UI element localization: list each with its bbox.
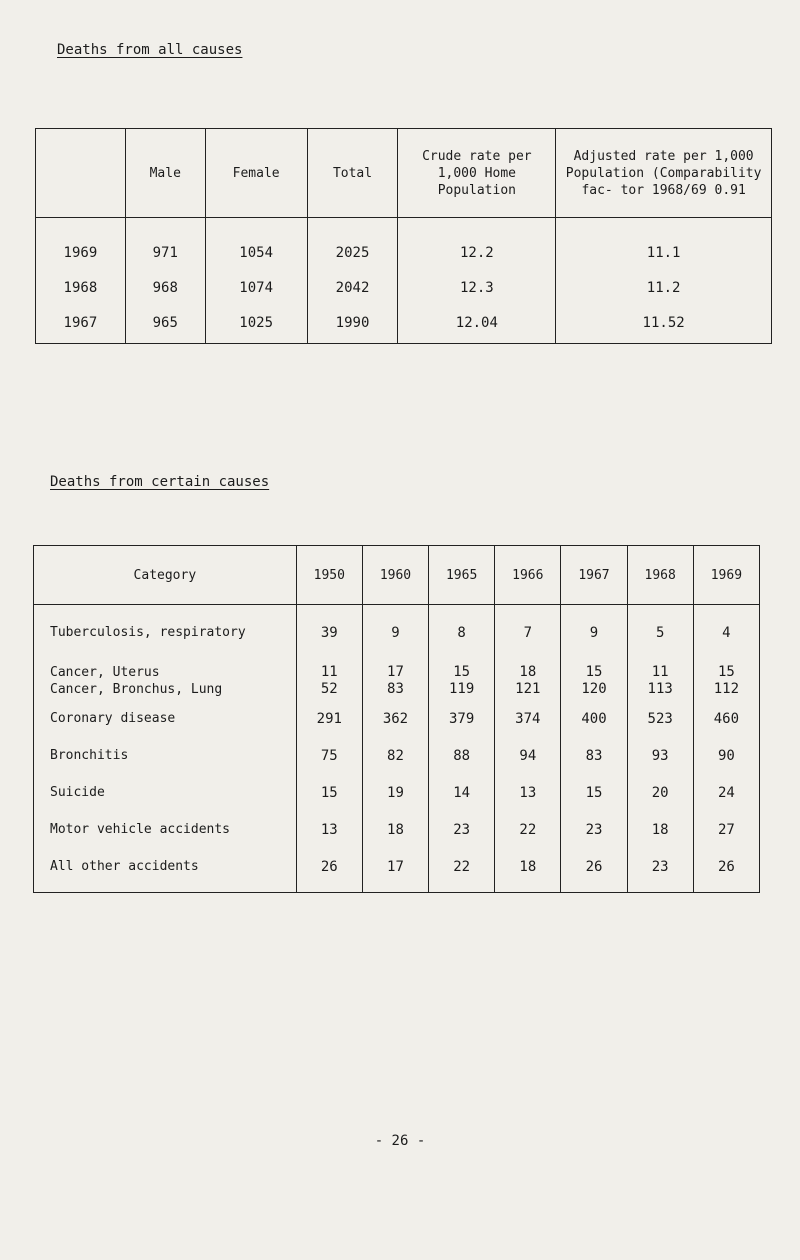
table-cell: 1969 <box>36 218 126 271</box>
table-row <box>36 218 772 271</box>
table-cell: 18 <box>495 651 561 681</box>
table-cell: 12.2 <box>398 218 556 271</box>
table-cell: 23 <box>561 811 627 848</box>
table-cell: 2025 <box>307 218 398 271</box>
header-cell: 1950 <box>296 546 362 605</box>
table-cell: 1054 <box>205 218 307 271</box>
table-header-row <box>34 546 760 605</box>
table-row <box>36 305 772 344</box>
table-cell: 11.52 <box>556 305 772 344</box>
table-cell: 22 <box>429 848 495 893</box>
category-cell: Tuberculosis, respiratory <box>34 605 297 652</box>
table-cell: 13 <box>296 811 362 848</box>
table-cell: 75 <box>296 737 362 774</box>
table-cell: 121 <box>495 681 561 700</box>
table-cell: 15 <box>296 774 362 811</box>
table-cell: 112 <box>693 681 759 700</box>
table-row <box>34 700 760 737</box>
table-cell: 23 <box>627 848 693 893</box>
table-cell: 90 <box>693 737 759 774</box>
category-cell: All other accidents <box>34 848 297 893</box>
table-cell: 83 <box>561 737 627 774</box>
table-cell: 26 <box>296 848 362 893</box>
table-cell: 19 <box>362 774 428 811</box>
table-cell: 8 <box>429 605 495 652</box>
table-cell: 5 <box>627 605 693 652</box>
table-row <box>34 811 760 848</box>
table-cell: 15 <box>561 651 627 681</box>
header-cell: 1968 <box>627 546 693 605</box>
table-cell: 11 <box>296 651 362 681</box>
table-row <box>34 651 760 681</box>
section-title-all-causes: Deaths from all causes <box>57 42 243 58</box>
table-cell: 20 <box>627 774 693 811</box>
table-cell: 113 <box>627 681 693 700</box>
table-cell: 18 <box>627 811 693 848</box>
table-cell: 11.2 <box>556 270 772 305</box>
table-cell: 17 <box>362 848 428 893</box>
table-cell: 400 <box>561 700 627 737</box>
table-cell: 24 <box>693 774 759 811</box>
table-cell: 1074 <box>205 270 307 305</box>
table-cell: 88 <box>429 737 495 774</box>
table-cell: 83 <box>362 681 428 700</box>
table-cell: 82 <box>362 737 428 774</box>
deaths-certain-causes-table <box>33 545 760 893</box>
header-cell: 1967 <box>561 546 627 605</box>
category-cell: Suicide <box>34 774 297 811</box>
table-cell: 1990 <box>307 305 398 344</box>
table-cell: 965 <box>125 305 205 344</box>
table-row <box>34 605 760 652</box>
table-header-row <box>36 129 772 218</box>
table-row <box>34 737 760 774</box>
table-cell: 27 <box>693 811 759 848</box>
table-cell: 12.04 <box>398 305 556 344</box>
table-cell: 1968 <box>36 270 126 305</box>
table-cell: 374 <box>495 700 561 737</box>
page-number: - 26 - <box>374 1133 426 1149</box>
header-cell: 1966 <box>495 546 561 605</box>
table-cell: 460 <box>693 700 759 737</box>
category-cell: Motor vehicle accidents <box>34 811 297 848</box>
table-cell: 18 <box>495 848 561 893</box>
table-cell: 18 <box>362 811 428 848</box>
table-cell: 14 <box>429 774 495 811</box>
header-cell: Male <box>125 129 205 218</box>
table-cell: 22 <box>495 811 561 848</box>
table-row <box>36 270 772 305</box>
deaths-all-causes-table <box>35 128 772 344</box>
table-cell: 26 <box>561 848 627 893</box>
table-cell: 1025 <box>205 305 307 344</box>
table-cell: 26 <box>693 848 759 893</box>
table-cell: 17 <box>362 651 428 681</box>
category-cell: Cancer, Bronchus, Lung <box>34 681 297 700</box>
header-cell: Female <box>205 129 307 218</box>
header-cell: Total <box>307 129 398 218</box>
table-cell: 52 <box>296 681 362 700</box>
table-cell: 94 <box>495 737 561 774</box>
header-cell: Adjusted rate per 1,000 Population (Comparability fac- tor 1968/69 0.91 <box>556 129 772 218</box>
table-cell: 362 <box>362 700 428 737</box>
table-row <box>34 774 760 811</box>
table-cell: 120 <box>561 681 627 700</box>
table-cell: 4 <box>693 605 759 652</box>
table-cell: 11.1 <box>556 218 772 271</box>
table-cell: 11 <box>627 651 693 681</box>
table-cell: 1967 <box>36 305 126 344</box>
table-cell: 291 <box>296 700 362 737</box>
header-cell: Crude rate per 1,000 Home Population <box>398 129 556 218</box>
table-row <box>34 681 760 700</box>
table-cell: 93 <box>627 737 693 774</box>
section-title-certain-causes: Deaths from certain causes <box>50 474 270 490</box>
table-cell: 23 <box>429 811 495 848</box>
header-cell: 1965 <box>429 546 495 605</box>
table-cell: 379 <box>429 700 495 737</box>
header-cell: 1969 <box>693 546 759 605</box>
table-cell: 15 <box>561 774 627 811</box>
table-cell: 9 <box>362 605 428 652</box>
table-cell: 7 <box>495 605 561 652</box>
table-cell: 12.3 <box>398 270 556 305</box>
table-cell: 15 <box>429 651 495 681</box>
table-row <box>34 848 760 893</box>
table-cell: 9 <box>561 605 627 652</box>
header-cell: Category <box>34 546 297 605</box>
header-cell <box>36 129 126 218</box>
table-cell: 39 <box>296 605 362 652</box>
header-cell: 1960 <box>362 546 428 605</box>
table-cell: 119 <box>429 681 495 700</box>
table-cell: 2042 <box>307 270 398 305</box>
category-cell: Bronchitis <box>34 737 297 774</box>
category-cell: Coronary disease <box>34 700 297 737</box>
table-cell: 968 <box>125 270 205 305</box>
category-cell: Cancer, Uterus <box>34 651 297 681</box>
table-cell: 971 <box>125 218 205 271</box>
table-cell: 13 <box>495 774 561 811</box>
table-cell: 15 <box>693 651 759 681</box>
table-cell: 523 <box>627 700 693 737</box>
